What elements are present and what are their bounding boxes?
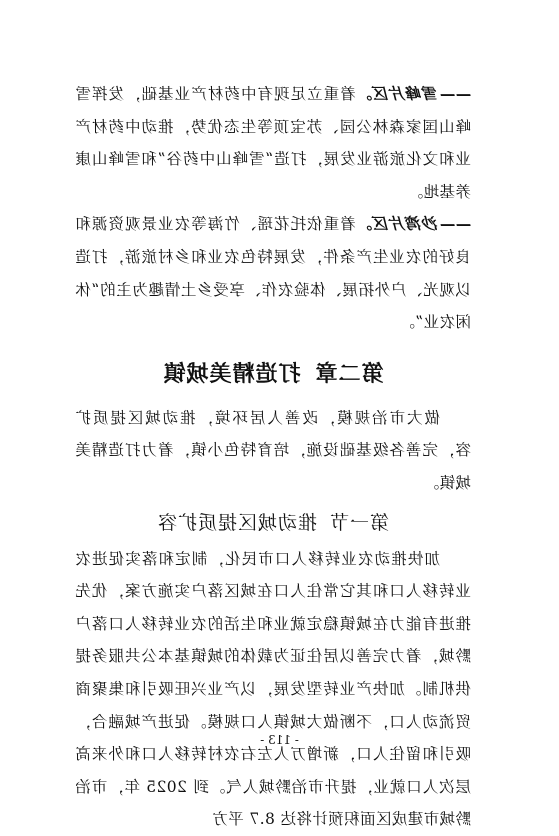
section-title: 推动城区提质扩容 (156, 511, 317, 534)
chapter-heading (75, 357, 471, 388)
paragraph-shawan (75, 208, 471, 338)
chapter-number: 第二章 (314, 361, 384, 387)
page-number: - 113 - (260, 733, 299, 747)
section-body-paragraph: 加快推动农业转移人口市民化，制定和落实促进农业转移人口和其它常住人口在城区落户实施方案，优先推进有能力在城镇稳定就业和生活的农业转移人口落户黔城，着力完善以居住证为载体的城镇基本公共服务提供机制。加快产业转型发展，以产业兴旺吸引和集聚商贸流动人口，不断做大城镇人口规模。促进产城融合，吸引和留住人口，新增万人左右农村转移人口和外来高层次人口就业，提升市治黔城人气。到 2025 年，市治黔城市建成区面积预计将达 8.7 平方 (75, 549, 471, 829)
section-heading (75, 508, 471, 535)
chapter-title: 打造精美城镇 (162, 361, 301, 387)
chapter-intro-paragraph: 做大市治规模，改善人居环境，推动城区提质扩容，完善各级基础设施，培育特色小镇，着力打造精美城镇。 (75, 408, 471, 492)
lead-shawan: ——沙湾片区。 (355, 215, 471, 234)
page-content (75, 78, 471, 836)
paragraph-xuefeng (75, 78, 471, 208)
text-shawan: 着重依托花瑶、竹海等农业景观资源和良好的农业生产条件，发展特色农业和乡村旅游，打造以观光、户外拓展、体验农作、享受乡土情趣为主的“休闲农业”。 (75, 215, 471, 332)
text-xuefeng: 着重立足现有中药材产业基础，发挥雪峰山国家森林公园、苏宝顶等生态优势，推动中药材产业和文化旅游业发展，打造“雪峰山中药谷”和雪峰山康养基地。 (75, 85, 471, 201)
section-number: 第一节 (329, 511, 390, 534)
lead-xuefeng: ——雪峰片区。 (355, 85, 471, 103)
